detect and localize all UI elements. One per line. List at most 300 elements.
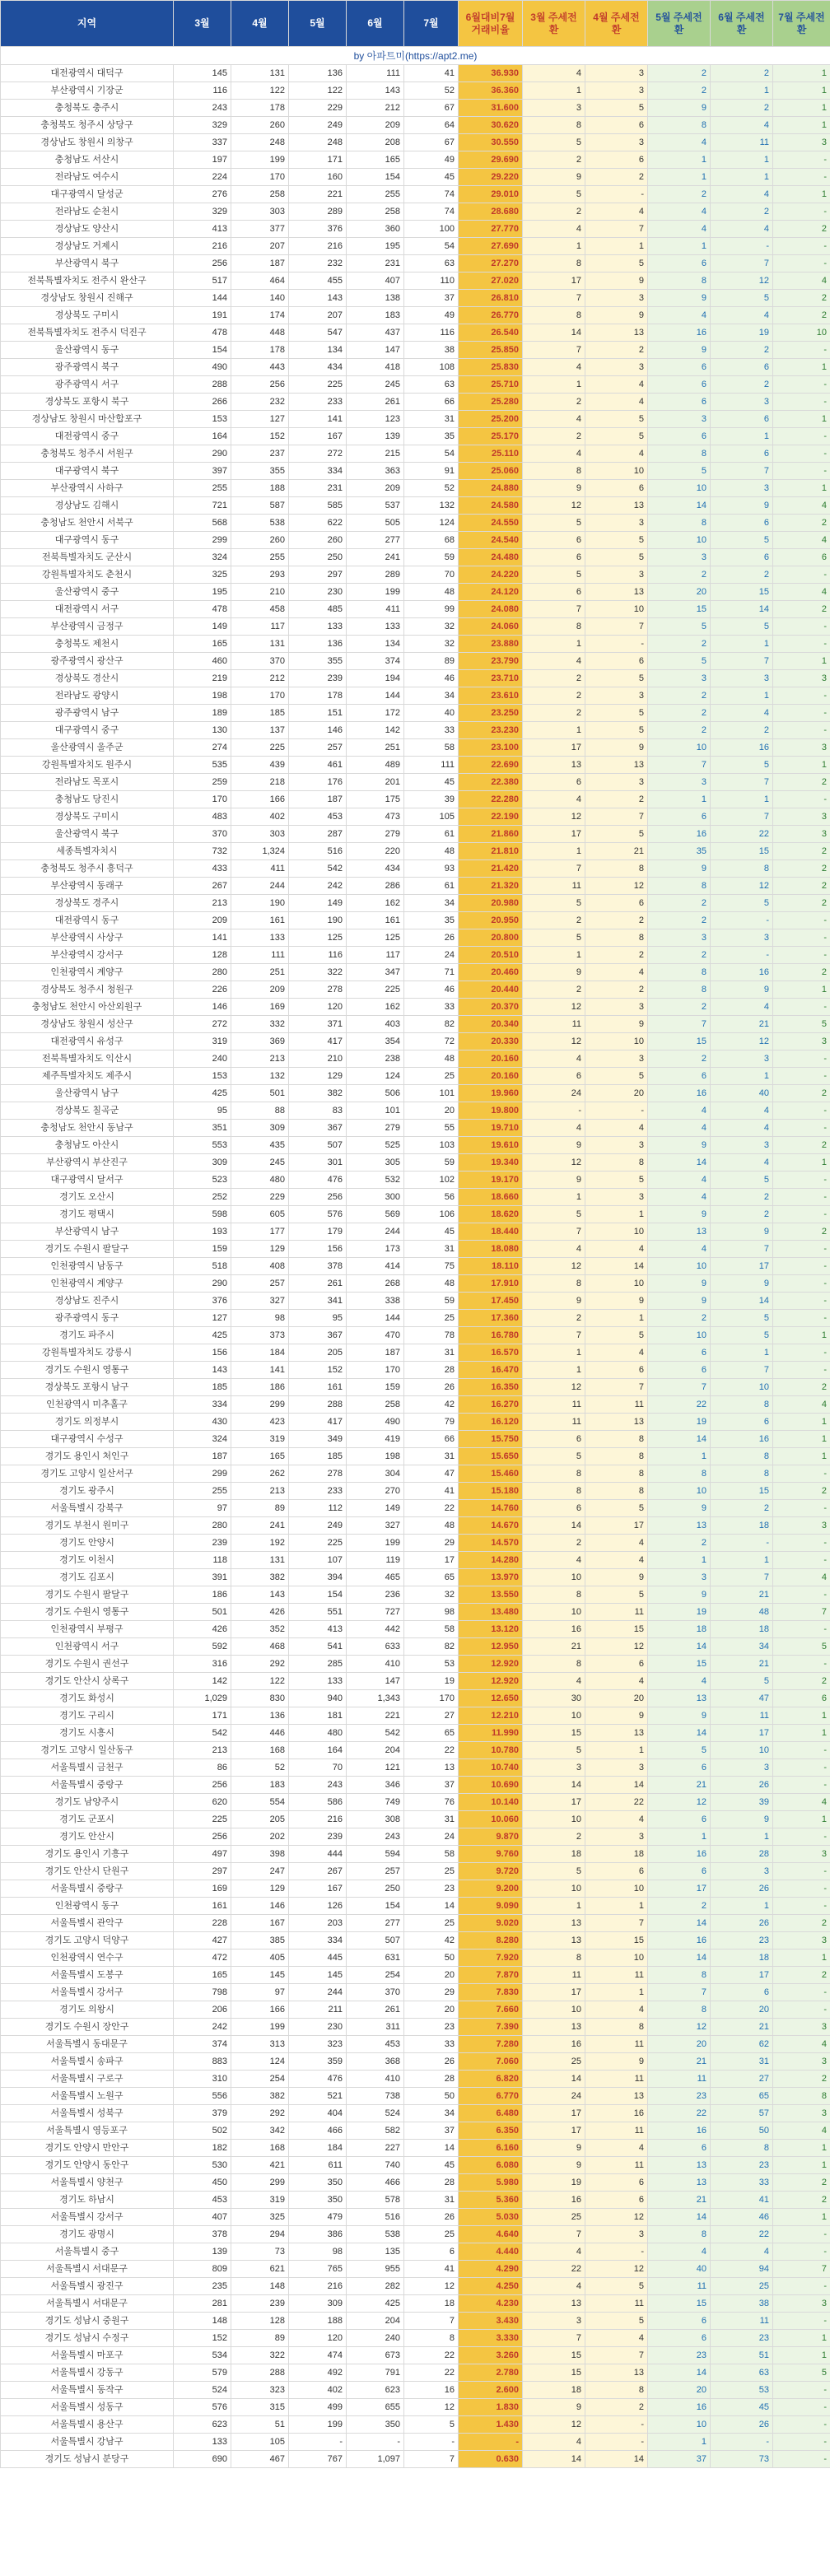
table-row[interactable] bbox=[1, 1535, 830, 1552]
conversion-june-cell: 7 bbox=[711, 653, 773, 670]
header-july[interactable]: 7월 bbox=[404, 1, 459, 47]
table-row[interactable] bbox=[1, 739, 830, 757]
table-row[interactable] bbox=[1, 912, 830, 929]
july-cell: 67 bbox=[404, 100, 459, 117]
table-row[interactable] bbox=[1, 2364, 830, 2382]
table-row[interactable] bbox=[1, 929, 830, 947]
header-conversion-june[interactable]: 6월 주세전환 bbox=[711, 1, 773, 47]
region-cell: 경기도 의정부시 bbox=[1, 1414, 174, 1431]
may-cell: 322 bbox=[289, 964, 347, 981]
conversion-april-cell: 3 bbox=[585, 82, 648, 100]
ratio-cell: 3.260 bbox=[459, 2347, 523, 2364]
table-row[interactable] bbox=[1, 1690, 830, 1707]
june-cell: 208 bbox=[347, 134, 404, 151]
table-row[interactable] bbox=[1, 2347, 830, 2364]
conversion-may-cell: 10 bbox=[648, 480, 711, 497]
june-cell: 1,343 bbox=[347, 1690, 404, 1707]
conversion-april-cell: 8 bbox=[585, 1465, 648, 1483]
table-row[interactable] bbox=[1, 566, 830, 584]
credit-link[interactable]: by 아파트미(https://apt2.me) bbox=[1, 47, 830, 65]
header-conversion-may[interactable]: 5월 주세전환 bbox=[648, 1, 711, 47]
march-cell: 144 bbox=[174, 290, 231, 307]
table-row[interactable] bbox=[1, 1569, 830, 1586]
march-cell: 425 bbox=[174, 1085, 231, 1102]
table-row[interactable] bbox=[1, 1707, 830, 1725]
conversion-march-cell: 5 bbox=[523, 1206, 585, 1223]
ratio-cell: 6.350 bbox=[459, 2122, 523, 2140]
conversion-june-cell: 2 bbox=[711, 65, 773, 82]
june-cell: 125 bbox=[347, 929, 404, 947]
table-row[interactable] bbox=[1, 2295, 830, 2313]
table-row[interactable] bbox=[1, 757, 830, 774]
conversion-april-cell: 4 bbox=[585, 1811, 648, 1828]
table-row[interactable] bbox=[1, 1310, 830, 1327]
header-conversion-march[interactable]: 3월 주세전환 bbox=[523, 1, 585, 47]
table-row[interactable] bbox=[1, 515, 830, 532]
april-cell: 218 bbox=[231, 774, 289, 791]
conversion-march-cell: 25 bbox=[523, 2053, 585, 2071]
april-cell: 355 bbox=[231, 463, 289, 480]
table-row[interactable] bbox=[1, 947, 830, 964]
ratio-cell: 27.770 bbox=[459, 221, 523, 238]
july-cell: 54 bbox=[404, 445, 459, 463]
header-ratio[interactable]: 6월대비7월 거래비율 bbox=[459, 1, 523, 47]
table-row[interactable] bbox=[1, 255, 830, 273]
march-cell: 224 bbox=[174, 169, 231, 186]
table-row[interactable] bbox=[1, 238, 830, 255]
table-row[interactable] bbox=[1, 1638, 830, 1656]
table-row[interactable] bbox=[1, 1414, 830, 1431]
table-row[interactable] bbox=[1, 1102, 830, 1120]
table-row[interactable] bbox=[1, 2140, 830, 2157]
table-row[interactable] bbox=[1, 1275, 830, 1293]
conversion-may-cell: 6 bbox=[648, 1759, 711, 1777]
conversion-may-cell: 3 bbox=[648, 549, 711, 566]
table-row[interactable] bbox=[1, 1033, 830, 1050]
table-row[interactable] bbox=[1, 1915, 830, 1932]
table-row[interactable] bbox=[1, 1898, 830, 1915]
march-cell: 324 bbox=[174, 549, 231, 566]
april-cell: 190 bbox=[231, 895, 289, 912]
conversion-july-cell: 1 bbox=[773, 1448, 830, 1465]
may-cell: 355 bbox=[289, 653, 347, 670]
table-row[interactable] bbox=[1, 2382, 830, 2399]
table-row[interactable] bbox=[1, 618, 830, 636]
conversion-june-cell: 1 bbox=[711, 1068, 773, 1085]
may-cell: 248 bbox=[289, 134, 347, 151]
table-row[interactable] bbox=[1, 1050, 830, 1068]
april-cell: 127 bbox=[231, 411, 289, 428]
conversion-july-cell: 2 bbox=[773, 1137, 830, 1154]
may-cell: 83 bbox=[289, 1102, 347, 1120]
table-row[interactable] bbox=[1, 151, 830, 169]
conversion-may-cell: 2 bbox=[648, 566, 711, 584]
table-row[interactable] bbox=[1, 1068, 830, 1085]
ratio-cell: 14.570 bbox=[459, 1535, 523, 1552]
table-row[interactable] bbox=[1, 1759, 830, 1777]
conversion-march-cell: 16 bbox=[523, 1621, 585, 1638]
table-row[interactable] bbox=[1, 2157, 830, 2174]
table-row[interactable] bbox=[1, 999, 830, 1016]
table-row[interactable] bbox=[1, 1811, 830, 1828]
table-row[interactable] bbox=[1, 826, 830, 843]
table-row[interactable] bbox=[1, 1379, 830, 1396]
table-row[interactable] bbox=[1, 1344, 830, 1362]
conversion-april-cell: 8 bbox=[585, 1448, 648, 1465]
table-row[interactable] bbox=[1, 981, 830, 999]
region-cell: 부산광역시 강서구 bbox=[1, 947, 174, 964]
table-row[interactable] bbox=[1, 2036, 830, 2053]
ratio-cell: 18.110 bbox=[459, 1258, 523, 1275]
table-row[interactable] bbox=[1, 1984, 830, 2001]
conversion-july-cell: - bbox=[773, 1880, 830, 1898]
conversion-june-cell: 15 bbox=[711, 584, 773, 601]
table-row[interactable] bbox=[1, 1016, 830, 1033]
table-row[interactable] bbox=[1, 1846, 830, 1863]
table-row[interactable] bbox=[1, 2313, 830, 2330]
march-cell: 732 bbox=[174, 843, 231, 860]
conversion-july-cell: - bbox=[773, 1742, 830, 1759]
april-cell: 89 bbox=[231, 1500, 289, 1517]
conversion-may-cell: 21 bbox=[648, 2053, 711, 2071]
conversion-may-cell: 16 bbox=[648, 826, 711, 843]
table-row[interactable] bbox=[1, 324, 830, 342]
conversion-april-cell: 11 bbox=[585, 1604, 648, 1621]
region-cell: 대구광역시 중구 bbox=[1, 722, 174, 739]
table-row[interactable] bbox=[1, 2278, 830, 2295]
ratio-cell: 25.200 bbox=[459, 411, 523, 428]
table-row[interactable] bbox=[1, 2105, 830, 2122]
ratio-cell: 24.550 bbox=[459, 515, 523, 532]
table-row[interactable] bbox=[1, 203, 830, 221]
table-row[interactable] bbox=[1, 1552, 830, 1569]
header-april[interactable]: 4월 bbox=[231, 1, 289, 47]
table-row[interactable] bbox=[1, 1362, 830, 1379]
may-cell: 611 bbox=[289, 2157, 347, 2174]
june-cell: 144 bbox=[347, 687, 404, 705]
conversion-march-cell: 4 bbox=[523, 1120, 585, 1137]
table-row[interactable] bbox=[1, 1223, 830, 1241]
table-row[interactable] bbox=[1, 2434, 830, 2451]
conversion-may-cell: 1 bbox=[648, 1552, 711, 1569]
conversion-june-cell: 73 bbox=[711, 2451, 773, 2468]
table-row[interactable] bbox=[1, 2399, 830, 2416]
march-cell: 127 bbox=[174, 1310, 231, 1327]
table-row[interactable] bbox=[1, 843, 830, 860]
table-row[interactable] bbox=[1, 2088, 830, 2105]
table-row[interactable] bbox=[1, 117, 830, 134]
conversion-may-cell: 3 bbox=[648, 929, 711, 947]
june-cell: 258 bbox=[347, 1396, 404, 1414]
conversion-march-cell: 17 bbox=[523, 2122, 585, 2140]
ratio-cell: 26.540 bbox=[459, 324, 523, 342]
ratio-cell: 4.290 bbox=[459, 2261, 523, 2278]
table-row[interactable] bbox=[1, 808, 830, 826]
table-row[interactable] bbox=[1, 342, 830, 359]
conversion-april-cell: 4 bbox=[585, 1552, 648, 1569]
header-march[interactable]: 3월 bbox=[174, 1, 231, 47]
ratio-cell: 24.540 bbox=[459, 532, 523, 549]
june-cell: 370 bbox=[347, 1984, 404, 2001]
table-row[interactable] bbox=[1, 532, 830, 549]
ratio-cell: 7.060 bbox=[459, 2053, 523, 2071]
may-cell: 154 bbox=[289, 1586, 347, 1604]
table-row[interactable] bbox=[1, 2019, 830, 2036]
region-cell: 대구광역시 달서구 bbox=[1, 1172, 174, 1189]
table-row[interactable] bbox=[1, 2001, 830, 2019]
april-cell: 587 bbox=[231, 497, 289, 515]
conversion-july-cell: - bbox=[773, 2399, 830, 2416]
april-cell: 332 bbox=[231, 1016, 289, 1033]
table-row[interactable] bbox=[1, 2243, 830, 2261]
conversion-april-cell: 5 bbox=[585, 1500, 648, 1517]
ratio-cell: 6.820 bbox=[459, 2071, 523, 2088]
table-row[interactable] bbox=[1, 636, 830, 653]
table-row[interactable] bbox=[1, 670, 830, 687]
table-row[interactable] bbox=[1, 1154, 830, 1172]
region-cell: 인천광역시 미추홀구 bbox=[1, 1396, 174, 1414]
table-row[interactable] bbox=[1, 221, 830, 238]
table-row[interactable] bbox=[1, 1483, 830, 1500]
ratio-cell: 20.460 bbox=[459, 964, 523, 981]
conversion-april-cell: 6 bbox=[585, 117, 648, 134]
region-cell: 광주광역시 동구 bbox=[1, 1310, 174, 1327]
region-cell: 경기도 군포시 bbox=[1, 1811, 174, 1828]
region-cell: 경상북도 경주시 bbox=[1, 895, 174, 912]
table-row[interactable] bbox=[1, 411, 830, 428]
conversion-april-cell: 12 bbox=[585, 2261, 648, 2278]
june-cell: 410 bbox=[347, 2071, 404, 2088]
april-cell: 188 bbox=[231, 480, 289, 497]
table-row[interactable] bbox=[1, 895, 830, 912]
may-cell: 485 bbox=[289, 601, 347, 618]
table-row[interactable] bbox=[1, 1863, 830, 1880]
may-cell: 444 bbox=[289, 1846, 347, 1863]
table-row[interactable] bbox=[1, 2416, 830, 2434]
conversion-july-cell: - bbox=[773, 999, 830, 1016]
table-row[interactable] bbox=[1, 307, 830, 324]
march-cell: 185 bbox=[174, 1379, 231, 1396]
table-row[interactable] bbox=[1, 1725, 830, 1742]
table-row[interactable] bbox=[1, 2226, 830, 2243]
table-row[interactable] bbox=[1, 169, 830, 186]
conversion-may-cell: 20 bbox=[648, 2036, 711, 2053]
table-row[interactable] bbox=[1, 2330, 830, 2347]
march-cell: 378 bbox=[174, 2226, 231, 2243]
conversion-march-cell: 17 bbox=[523, 2105, 585, 2122]
conversion-march-cell: 16 bbox=[523, 2036, 585, 2053]
table-row[interactable] bbox=[1, 65, 830, 82]
conversion-june-cell: 7 bbox=[711, 255, 773, 273]
region-cell: 경상북도 청주시 청원구 bbox=[1, 981, 174, 999]
ratio-cell: 15.460 bbox=[459, 1465, 523, 1483]
table-row[interactable] bbox=[1, 2122, 830, 2140]
table-row[interactable] bbox=[1, 359, 830, 376]
table-row[interactable] bbox=[1, 964, 830, 981]
march-cell: 240 bbox=[174, 1050, 231, 1068]
march-cell: 213 bbox=[174, 895, 231, 912]
table-row[interactable] bbox=[1, 2071, 830, 2088]
table-row[interactable] bbox=[1, 497, 830, 515]
table-row[interactable] bbox=[1, 186, 830, 203]
table-row[interactable] bbox=[1, 774, 830, 791]
conversion-july-cell: 3 bbox=[773, 739, 830, 757]
table-row[interactable] bbox=[1, 1396, 830, 1414]
table-row[interactable] bbox=[1, 2261, 830, 2278]
table-row[interactable] bbox=[1, 82, 830, 100]
conversion-march-cell: 12 bbox=[523, 1154, 585, 1172]
table-row[interactable] bbox=[1, 1586, 830, 1604]
ratio-cell: 10.690 bbox=[459, 1777, 523, 1794]
table-row[interactable] bbox=[1, 1137, 830, 1154]
conversion-june-cell: 12 bbox=[711, 878, 773, 895]
table-row[interactable] bbox=[1, 1241, 830, 1258]
april-cell: 111 bbox=[231, 947, 289, 964]
header-may[interactable]: 5월 bbox=[289, 1, 347, 47]
table-row[interactable] bbox=[1, 394, 830, 411]
march-cell: 128 bbox=[174, 947, 231, 964]
table-row[interactable] bbox=[1, 1189, 830, 1206]
table-row[interactable] bbox=[1, 290, 830, 307]
conversion-june-cell: 20 bbox=[711, 2001, 773, 2019]
conversion-july-cell: - bbox=[773, 2416, 830, 2434]
table-row[interactable] bbox=[1, 1949, 830, 1967]
conversion-april-cell: 9 bbox=[585, 2053, 648, 2071]
april-cell: 131 bbox=[231, 1552, 289, 1569]
table-row[interactable] bbox=[1, 1656, 830, 1673]
table-row[interactable] bbox=[1, 584, 830, 601]
conversion-june-cell: 12 bbox=[711, 273, 773, 290]
table-row[interactable] bbox=[1, 1085, 830, 1102]
table-row[interactable] bbox=[1, 376, 830, 394]
table-row[interactable] bbox=[1, 687, 830, 705]
table-row[interactable] bbox=[1, 1794, 830, 1811]
conversion-march-cell: 1 bbox=[523, 1344, 585, 1362]
july-cell: 70 bbox=[404, 566, 459, 584]
table-row[interactable] bbox=[1, 1828, 830, 1846]
header-region[interactable]: 지역 bbox=[1, 1, 174, 47]
march-cell: 267 bbox=[174, 878, 231, 895]
may-cell: 129 bbox=[289, 1068, 347, 1085]
header-june[interactable]: 6월 bbox=[347, 1, 404, 47]
april-cell: 369 bbox=[231, 1033, 289, 1050]
table-row[interactable] bbox=[1, 653, 830, 670]
table-row[interactable] bbox=[1, 791, 830, 808]
july-cell: 25 bbox=[404, 1310, 459, 1327]
may-cell: 417 bbox=[289, 1414, 347, 1431]
table-row[interactable] bbox=[1, 2209, 830, 2226]
table-row[interactable] bbox=[1, 2451, 830, 2468]
conversion-april-cell: 3 bbox=[585, 774, 648, 791]
table-row[interactable] bbox=[1, 2192, 830, 2209]
conversion-may-cell: 1 bbox=[648, 238, 711, 255]
march-cell: 310 bbox=[174, 2071, 231, 2088]
table-row[interactable] bbox=[1, 601, 830, 618]
table-row[interactable] bbox=[1, 878, 830, 895]
conversion-march-cell: 1 bbox=[523, 1362, 585, 1379]
table-row[interactable] bbox=[1, 1327, 830, 1344]
table-row[interactable] bbox=[1, 1293, 830, 1310]
table-row[interactable] bbox=[1, 1777, 830, 1794]
table-row[interactable] bbox=[1, 100, 830, 117]
table-row[interactable] bbox=[1, 1258, 830, 1275]
conversion-april-cell: 5 bbox=[585, 428, 648, 445]
table-row[interactable] bbox=[1, 1517, 830, 1535]
conversion-april-cell: 10 bbox=[585, 1033, 648, 1050]
region-cell: 경상남도 창원시 의창구 bbox=[1, 134, 174, 151]
april-cell: 192 bbox=[231, 1535, 289, 1552]
table-row[interactable] bbox=[1, 2174, 830, 2192]
table-row[interactable] bbox=[1, 705, 830, 722]
table-row[interactable] bbox=[1, 445, 830, 463]
table-row[interactable] bbox=[1, 428, 830, 445]
table-row[interactable] bbox=[1, 134, 830, 151]
table-row[interactable] bbox=[1, 1431, 830, 1448]
june-cell: 277 bbox=[347, 532, 404, 549]
may-cell: 179 bbox=[289, 1223, 347, 1241]
conversion-may-cell: 8 bbox=[648, 2226, 711, 2243]
ratio-cell: 22.190 bbox=[459, 808, 523, 826]
ratio-cell: 7.280 bbox=[459, 2036, 523, 2053]
conversion-june-cell: 7 bbox=[711, 463, 773, 480]
table-row[interactable] bbox=[1, 1673, 830, 1690]
conversion-may-cell: 9 bbox=[648, 290, 711, 307]
may-cell: 376 bbox=[289, 221, 347, 238]
header-conversion-july[interactable]: 7월 주세전환 bbox=[773, 1, 830, 47]
table-row[interactable] bbox=[1, 1967, 830, 1984]
table-row[interactable] bbox=[1, 1621, 830, 1638]
table-row[interactable] bbox=[1, 1465, 830, 1483]
conversion-july-cell: - bbox=[773, 428, 830, 445]
may-cell: 160 bbox=[289, 169, 347, 186]
conversion-march-cell: 5 bbox=[523, 1742, 585, 1759]
table-row[interactable] bbox=[1, 1500, 830, 1517]
table-row[interactable] bbox=[1, 1932, 830, 1949]
july-cell: 79 bbox=[404, 1414, 459, 1431]
table-row[interactable] bbox=[1, 1448, 830, 1465]
july-cell: 31 bbox=[404, 411, 459, 428]
table-row[interactable] bbox=[1, 1172, 830, 1189]
conversion-may-cell: 6 bbox=[648, 394, 711, 411]
conversion-may-cell: 8 bbox=[648, 878, 711, 895]
table-row[interactable] bbox=[1, 480, 830, 497]
conversion-july-cell: - bbox=[773, 238, 830, 255]
may-cell: 288 bbox=[289, 1396, 347, 1414]
march-cell: 483 bbox=[174, 808, 231, 826]
conversion-april-cell: 4 bbox=[585, 1535, 648, 1552]
conversion-march-cell: 10 bbox=[523, 1569, 585, 1586]
table-row[interactable] bbox=[1, 1880, 830, 1898]
table-row[interactable] bbox=[1, 1206, 830, 1223]
ratio-cell: 9.090 bbox=[459, 1898, 523, 1915]
april-cell: 538 bbox=[231, 515, 289, 532]
table-row[interactable] bbox=[1, 463, 830, 480]
table-row[interactable] bbox=[1, 1120, 830, 1137]
april-cell: 315 bbox=[231, 2399, 289, 2416]
table-row[interactable] bbox=[1, 1604, 830, 1621]
table-row[interactable] bbox=[1, 549, 830, 566]
april-cell: 152 bbox=[231, 428, 289, 445]
table-row[interactable] bbox=[1, 273, 830, 290]
conversion-may-cell: 4 bbox=[648, 1120, 711, 1137]
table-row[interactable] bbox=[1, 860, 830, 878]
table-row[interactable] bbox=[1, 722, 830, 739]
conversion-may-cell: 2 bbox=[648, 1898, 711, 1915]
table-row[interactable] bbox=[1, 2053, 830, 2071]
header-conversion-april[interactable]: 4월 주세전환 bbox=[585, 1, 648, 47]
region-cell: 서울특별시 성북구 bbox=[1, 2105, 174, 2122]
table-row[interactable] bbox=[1, 1742, 830, 1759]
